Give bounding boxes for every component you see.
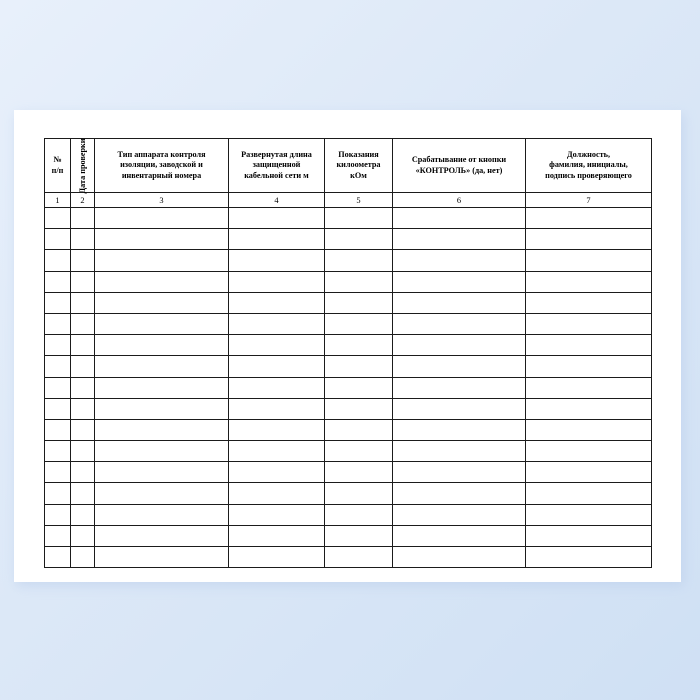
table-cell[interactable] [45,462,71,483]
table-cell[interactable] [45,335,71,356]
table-cell[interactable] [71,441,95,462]
table-cell[interactable] [325,483,393,504]
header-line: кОм [350,170,367,180]
header-line: № [53,155,62,165]
header-line: Показания [338,150,379,160]
table-cell[interactable] [71,229,95,250]
table-cell[interactable] [45,313,71,334]
table-cell[interactable] [325,271,393,292]
table-cell[interactable] [526,547,652,568]
table-cell[interactable] [526,377,652,398]
table-cell[interactable] [393,335,526,356]
table-cell[interactable] [393,483,526,504]
table-row[interactable] [45,377,652,398]
table-cell[interactable] [95,229,229,250]
table-cell[interactable] [325,313,393,334]
header-cell-kilometer-readings [325,139,393,193]
table-cell[interactable] [95,504,229,525]
header-line: Должность, [567,150,610,160]
table-cell[interactable] [95,208,229,229]
table-cell[interactable] [71,525,95,546]
table-cell[interactable] [325,398,393,419]
table-cell[interactable] [229,398,325,419]
column-number-cell: 5 [325,193,393,208]
table-cell[interactable] [526,398,652,419]
header-line: защищенной [252,160,301,170]
table-cell[interactable] [71,462,95,483]
table-cell[interactable] [95,335,229,356]
table-cell[interactable] [526,483,652,504]
table-cell[interactable] [325,292,393,313]
table-cell[interactable] [526,250,652,271]
table-cell[interactable] [71,335,95,356]
column-number-cell: 4 [229,193,325,208]
table-row[interactable] [45,229,652,250]
table-cell[interactable] [229,208,325,229]
table-cell[interactable] [526,229,652,250]
table-cell[interactable] [45,398,71,419]
column-number-cell: 7 [526,193,652,208]
table-cell[interactable] [393,398,526,419]
table-cell[interactable] [229,441,325,462]
table-cell[interactable] [95,250,229,271]
table-cell[interactable] [526,504,652,525]
header-line: Развернутая длина [241,150,312,160]
table-cell[interactable] [45,292,71,313]
table-cell[interactable] [229,250,325,271]
table-cell[interactable] [229,462,325,483]
header-line: «КОНТРОЛЬ» (да, нет) [415,165,503,175]
table-cell[interactable] [95,462,229,483]
header-cell-cable-length [229,139,325,193]
table-cell[interactable] [526,356,652,377]
table-cell[interactable] [95,377,229,398]
table-row[interactable] [45,504,652,525]
header-line: подпись проверяющего [545,170,632,180]
table-cell[interactable] [526,313,652,334]
table-row[interactable] [45,398,652,419]
table-cell[interactable] [325,377,393,398]
table-cell[interactable] [229,504,325,525]
table-cell[interactable] [229,229,325,250]
table-row[interactable] [45,483,652,504]
header-cell-number [45,139,71,193]
table-row[interactable] [45,335,652,356]
table-cell[interactable] [325,504,393,525]
table-cell[interactable] [95,483,229,504]
document-page [14,110,681,582]
table-cell[interactable] [526,335,652,356]
header-line: Срабатывание от кнопки [411,155,507,165]
table-cell[interactable] [95,525,229,546]
table-row[interactable] [45,462,652,483]
table-cell[interactable] [95,547,229,568]
table-cell[interactable] [526,419,652,440]
table-cell[interactable] [71,377,95,398]
table-cell[interactable] [393,547,526,568]
table-cell[interactable] [45,483,71,504]
table-row[interactable] [45,356,652,377]
header-line: инвентарный номера [121,170,202,180]
table-cell[interactable] [95,441,229,462]
table-cell[interactable] [45,547,71,568]
table-cell[interactable] [45,419,71,440]
table-cell[interactable] [95,419,229,440]
table-cell[interactable] [526,208,652,229]
table-cell[interactable] [45,229,71,250]
table-cell[interactable] [393,313,526,334]
journal-table-container [44,138,651,568]
table-cell[interactable] [393,356,526,377]
table-cell[interactable] [393,419,526,440]
table-cell[interactable] [71,271,95,292]
header-cell-control-button [393,139,526,193]
header-line: Тип аппарата контроля [117,150,206,160]
table-cell[interactable] [325,229,393,250]
header-line: килоометра [336,160,381,170]
header-line: фамилия, инициалы, [549,160,628,170]
table-cell[interactable] [45,504,71,525]
table-cell[interactable] [45,525,71,546]
header-line: кабельной сети м [244,170,309,180]
table-cell[interactable] [229,547,325,568]
header-cell-device-type [95,139,229,193]
table-cell[interactable] [325,250,393,271]
table-cell[interactable] [229,483,325,504]
table-cell[interactable] [45,441,71,462]
table-cell[interactable] [325,356,393,377]
table-body [45,193,652,568]
table-cell[interactable] [325,462,393,483]
table-row[interactable] [45,250,652,271]
column-number-row [45,193,652,208]
header-line: изоляции, заводской и [120,160,203,170]
table-cell[interactable] [229,271,325,292]
table-row[interactable] [45,208,652,229]
table-row[interactable] [45,292,652,313]
table-cell[interactable] [95,313,229,334]
table-cell[interactable] [45,271,71,292]
table-cell[interactable] [95,292,229,313]
table-row[interactable] [45,547,652,568]
table-cell[interactable] [393,441,526,462]
table-cell[interactable] [393,462,526,483]
table-cell[interactable] [393,271,526,292]
table-cell[interactable] [95,356,229,377]
table-cell[interactable] [71,504,95,525]
table-cell[interactable] [325,208,393,229]
table-cell[interactable] [229,377,325,398]
table-cell[interactable] [229,356,325,377]
table-cell[interactable] [71,208,95,229]
table-cell[interactable] [325,419,393,440]
table-cell[interactable] [526,292,652,313]
table-cell[interactable] [393,525,526,546]
table-cell[interactable] [71,292,95,313]
table-cell[interactable] [71,250,95,271]
table-cell[interactable] [325,547,393,568]
table-cell[interactable] [526,462,652,483]
table-header [45,139,652,193]
column-number-cell: 6 [393,193,526,208]
table-cell[interactable] [229,292,325,313]
table-row[interactable] [45,441,652,462]
column-number-cell: 3 [95,193,229,208]
table-cell[interactable] [71,547,95,568]
table-cell[interactable] [325,441,393,462]
table-cell[interactable] [229,419,325,440]
header-cell-inspector [526,139,652,193]
header-line: Дата проверки [77,138,87,193]
table-cell[interactable] [393,504,526,525]
table-row[interactable] [45,419,652,440]
table-cell[interactable] [45,250,71,271]
column-number-cell: 1 [45,193,71,208]
table-cell[interactable] [71,313,95,334]
table-row[interactable] [45,271,652,292]
table-cell[interactable] [526,441,652,462]
table-cell[interactable] [95,271,229,292]
table-cell[interactable] [229,335,325,356]
table-cell[interactable] [229,313,325,334]
table-cell[interactable] [71,483,95,504]
table-cell[interactable] [393,208,526,229]
table-cell[interactable] [45,208,71,229]
table-cell[interactable] [325,525,393,546]
table-cell[interactable] [393,229,526,250]
table-cell[interactable] [526,525,652,546]
table-cell[interactable] [71,419,95,440]
table-cell[interactable] [393,292,526,313]
table-cell[interactable] [45,356,71,377]
table-cell[interactable] [71,356,95,377]
header-row [45,139,652,193]
journal-table [44,138,652,568]
column-number-cell: 2 [71,193,95,208]
table-row[interactable] [45,525,652,546]
table-cell[interactable] [95,398,229,419]
table-cell[interactable] [45,377,71,398]
table-cell[interactable] [393,377,526,398]
table-cell[interactable] [229,525,325,546]
header-line: п/п [51,165,64,175]
table-row[interactable] [45,313,652,334]
table-cell[interactable] [325,335,393,356]
header-cell-date [71,139,95,193]
table-cell[interactable] [526,271,652,292]
table-cell[interactable] [393,250,526,271]
table-cell[interactable] [71,398,95,419]
